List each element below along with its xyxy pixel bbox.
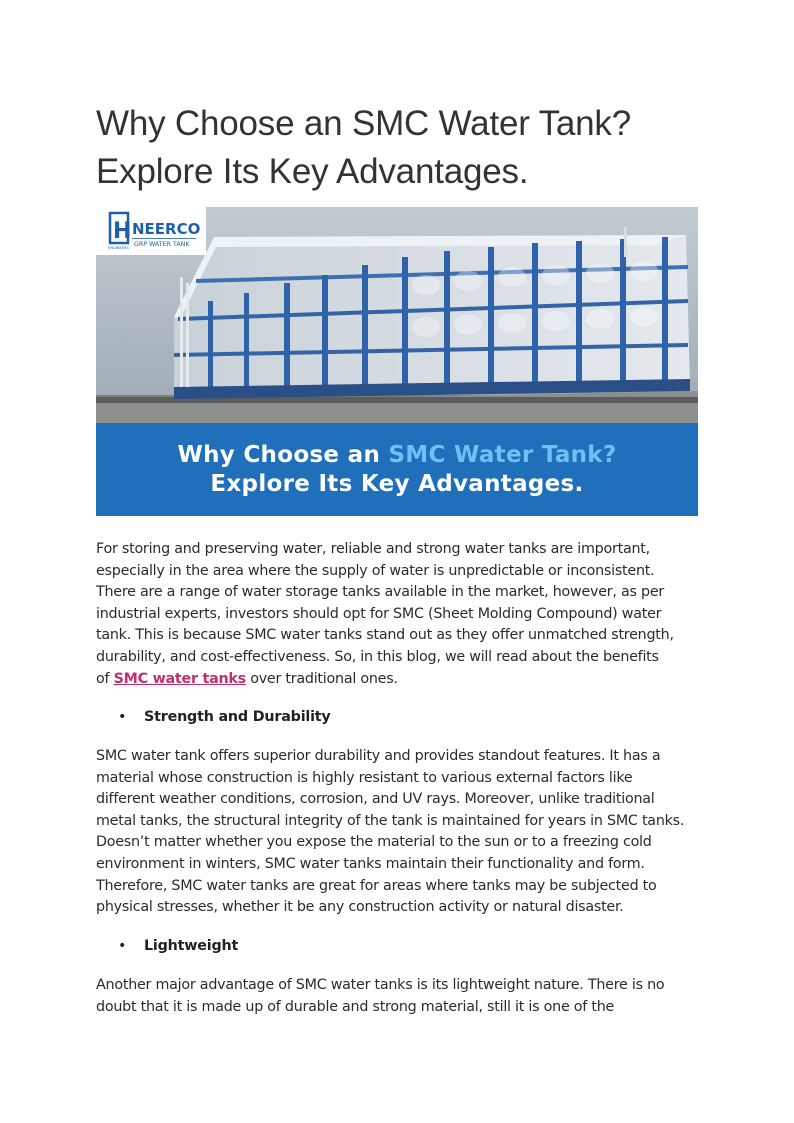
intro-line: durability, and cost-effectiveness. So, in this blog, we will read about the benefits (96, 648, 659, 665)
intro-last-suffix: over traditional ones. (245, 670, 398, 687)
title-line-2: Explore Its Key Advantages. (96, 152, 529, 191)
strength-line: Doesn’t matter whether you expose the material to the sun or to a freezing cold (96, 834, 652, 851)
intro-last-prefix: of (96, 670, 114, 687)
page-title (96, 100, 716, 196)
banner-prefix: Why Choose an (177, 441, 389, 468)
lightweight-heading: Lightweight (144, 938, 239, 954)
neerco-logo (96, 207, 206, 255)
intro-last-line (96, 669, 696, 691)
banner-accent-text: SMC Water Tank? (388, 441, 617, 468)
strength-line: material whose construction is highly resistant to various external factors like (96, 769, 633, 786)
svg-text:ENGINEERS: ENGINEERS (108, 246, 129, 250)
strength-line: environment in winters, SMC water tanks maintain their functionality and form. (96, 855, 645, 872)
intro-line: For storing and preserving water, reliable and strong water tanks are important, (96, 541, 650, 557)
lightweight-line: doubt that it is made up of durable and strong material, still it is one of the (96, 998, 615, 1015)
strength-line: Therefore, SMC water tanks are great for areas where tanks may be subjected to (96, 877, 657, 894)
hero-image (96, 207, 698, 516)
banner-line-1 (177, 441, 616, 470)
strength-line: SMC water tank offers superior durability and provides standout features. It has a (96, 748, 661, 764)
intro-line: There are a range of water storage tanks available in the market, however, as per (96, 584, 665, 601)
strength-line: different weather conditions, corrosion, and UV rays. Moreover, unlike traditional (96, 791, 655, 808)
hero-banner (96, 423, 698, 516)
strength-line: physical stresses, whether it be any construction activity or natural disaster. (96, 899, 624, 916)
intro-line: industrial experts, investors should opt for SMC (Sheet Molding Compound) water (96, 605, 662, 622)
svg-text:NEERCO: NEERCO (132, 220, 201, 238)
title-line-1: Why Choose an SMC Water Tank? (96, 104, 631, 143)
intro-line: tank. This is because SMC water tanks stand out as they offer unmatched strength, (96, 627, 674, 644)
intro-paragraph (96, 539, 696, 690)
lightweight-paragraph (96, 975, 696, 1018)
smc-water-tanks-link[interactable]: SMC water tanks (113, 670, 246, 687)
svg-text:H: H (113, 219, 132, 244)
strength-heading: Strength and Durability (144, 709, 331, 725)
bullet-icon: • (118, 709, 127, 725)
intro-line: especially in the area where the supply of water is unpredictable or inconsistent. (96, 562, 655, 579)
svg-text:GRP WATER TANK: GRP WATER TANK (134, 241, 190, 248)
banner-line-2: Explore Its Key Advantages. (210, 470, 584, 497)
strength-paragraph (96, 746, 696, 919)
bullet-icon: • (118, 938, 127, 954)
lightweight-line: Another major advantage of SMC water tanks is its lightweight nature. There is no (96, 977, 665, 993)
strength-line: metal tanks, the structural integrity of the tank is maintained for years in SMC tanks. (96, 812, 685, 829)
